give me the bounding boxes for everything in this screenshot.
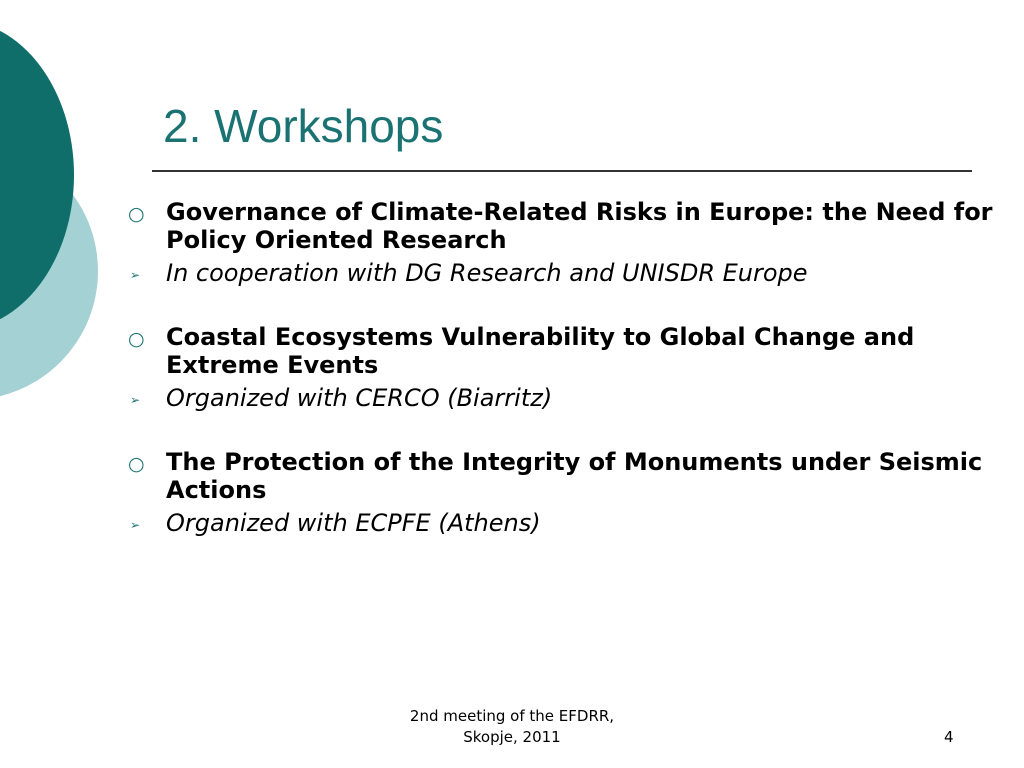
arrowhead-icon: ➢ [130,268,141,282]
workshop-detail: In cooperation with DG Research and UNISDR Europe [166,259,808,287]
title-divider [152,170,972,172]
workshop-title-row [128,323,998,379]
circle-outline-icon: ○ [128,453,145,475]
circle-outline-icon: ○ [128,203,145,225]
workshop-detail-row [128,384,998,412]
workshop-item [128,198,998,287]
workshop-title: Coastal Ecosystems Vulnerability to Global Change and Extreme Events [166,323,915,379]
footer-line-1: 2nd meeting of the EFDRR, [409,707,615,725]
footer-line-2: Skopje, 2011 [463,728,561,746]
workshop-title-row [128,198,998,254]
workshop-detail: Organized with ECPFE (Athens) [166,509,541,537]
workshop-detail-row [128,259,998,287]
workshop-detail-row [128,509,998,537]
arrowhead-icon: ➢ [130,393,141,407]
page-number: 4 [944,728,954,746]
workshop-item [128,448,998,537]
slide-title: 2. Workshops [163,100,444,152]
workshop-title-row [128,448,998,504]
workshop-title: The Protection of the Integrity of Monuments under Seismic Actions [166,448,983,504]
workshop-detail: Organized with CERCO (Biarritz) [166,384,553,412]
workshop-list [128,198,998,573]
workshop-item [128,323,998,412]
footer-caption [392,706,632,748]
arrowhead-icon: ➢ [130,518,141,532]
circle-outline-icon: ○ [128,328,145,350]
workshop-title: Governance of Climate-Related Risks in Europe: the Need for Policy Oriented Research [166,198,993,254]
